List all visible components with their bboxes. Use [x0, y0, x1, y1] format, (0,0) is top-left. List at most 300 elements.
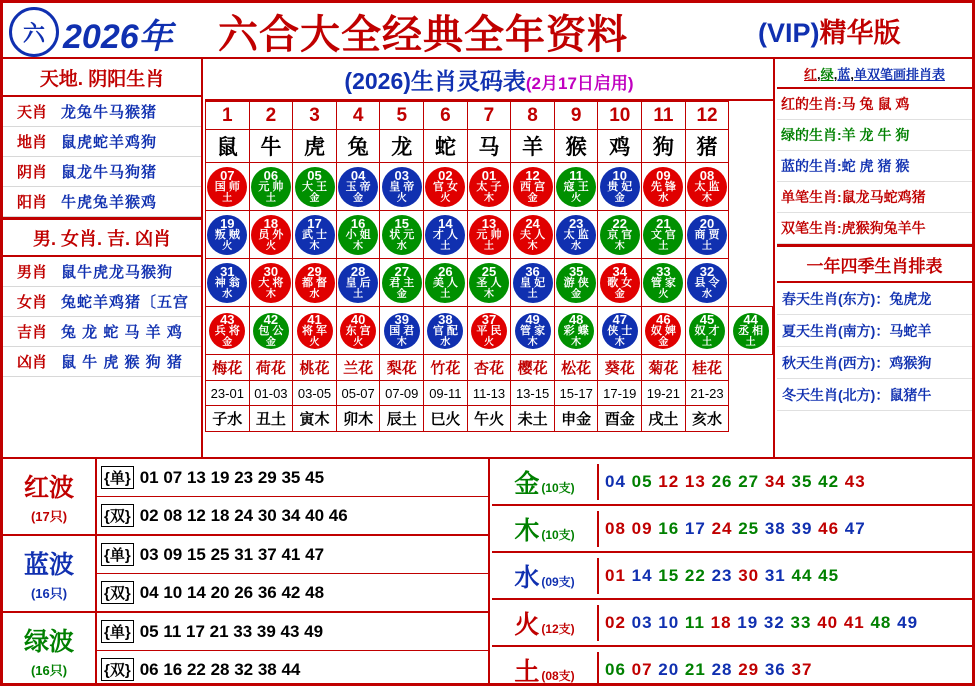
ball-title: 神 翁 — [214, 277, 240, 290]
time-cell: 19-21 — [642, 381, 686, 406]
ball-number: 22 — [612, 216, 628, 232]
column-number-cell: 10 — [598, 102, 642, 130]
ball-number: 29 — [307, 264, 322, 280]
ball-cell[interactable] — [467, 163, 511, 211]
ball-title: 武 士 — [301, 229, 328, 242]
element-number[interactable]: 29 — [738, 659, 765, 679]
row-label: 单笔生肖 — [781, 189, 837, 205]
number-ball[interactable] — [643, 167, 683, 207]
ball-cell[interactable] — [467, 211, 511, 259]
element-number[interactable]: 33 — [790, 612, 818, 632]
wave-numbers — [97, 536, 488, 611]
element-number[interactable]: 47 — [844, 518, 866, 538]
element-number[interactable]: 45 — [818, 565, 840, 585]
number-ball[interactable] — [513, 167, 553, 207]
number-ball[interactable] — [207, 263, 247, 303]
ball-number: 42 — [263, 312, 279, 328]
ball-cell[interactable] — [380, 211, 424, 259]
ball-element: 火 — [309, 336, 320, 348]
ball-element: 水 — [702, 288, 712, 300]
ball-element: 水 — [440, 336, 451, 348]
time-cell: 23-01 — [206, 381, 250, 406]
element-number[interactable]: 40 — [817, 612, 844, 632]
dizhi-cell: 巳火 — [424, 406, 468, 432]
row-value: 兔蛇羊鸡猪〔五宫 — [61, 294, 190, 311]
ball-number: 31 — [220, 264, 235, 280]
element-number[interactable]: 30 — [738, 565, 765, 585]
ball-element: 金 — [353, 192, 364, 204]
time-row — [206, 381, 773, 406]
element-number[interactable]: 13 — [684, 471, 712, 491]
element-number[interactable]: 19 — [737, 612, 764, 632]
number-ball[interactable] — [425, 215, 465, 255]
element-name: 木 — [514, 516, 540, 545]
number-ball[interactable] — [251, 167, 291, 207]
row-label: 凶肖 — [16, 354, 47, 371]
element-label — [492, 558, 599, 594]
number-ball[interactable] — [295, 215, 335, 255]
ball-title: 包 公 — [258, 325, 284, 338]
ball-cell[interactable] — [206, 211, 250, 259]
number-ball[interactable] — [687, 263, 727, 303]
right-row — [777, 213, 972, 244]
right-title-green: 绿 — [820, 67, 834, 82]
element-name: 土 — [514, 657, 540, 686]
ball-number: 15 — [394, 216, 409, 232]
number-ball[interactable] — [602, 313, 638, 349]
season-row: 春天生肖(东方)：兔虎龙 — [777, 283, 972, 315]
ball-number: 47 — [612, 312, 628, 328]
element-label — [492, 652, 599, 686]
ball-title: 叛 贼 — [214, 229, 240, 242]
left-panel — [3, 59, 203, 457]
element-number[interactable]: 32 — [763, 612, 791, 632]
right-title-red: 红 — [804, 67, 818, 82]
ball-element: 火 — [353, 336, 364, 348]
right-title: 红,绿,蓝,单双笔画排肖表 — [777, 59, 972, 89]
ball-cell[interactable] — [380, 307, 424, 355]
ball-cell[interactable] — [598, 211, 642, 259]
zodiac-cell: 蛇 — [424, 130, 468, 163]
element-number[interactable]: 48 — [870, 612, 898, 632]
ball-element: 土 — [745, 336, 756, 348]
ball-cell[interactable] — [336, 211, 380, 259]
element-number[interactable]: 08 — [605, 518, 632, 538]
number-ball[interactable] — [469, 215, 509, 255]
ball-title: 平 民 — [476, 325, 502, 338]
ball-element: 水 — [658, 192, 669, 204]
ball-number: 36 — [525, 264, 540, 280]
element-number[interactable]: 18 — [710, 612, 738, 632]
ball-cell[interactable] — [598, 307, 642, 355]
element-number[interactable]: 04 — [605, 471, 632, 491]
ball-cell[interactable] — [554, 163, 598, 211]
ball-cell[interactable] — [729, 307, 773, 355]
number-ball[interactable] — [382, 215, 422, 255]
ball-element: 木 — [571, 336, 582, 348]
number-ball[interactable] — [643, 263, 683, 303]
ball-cell[interactable] — [249, 259, 293, 307]
mid-title-text: (2026)生肖灵码表 — [344, 68, 526, 94]
ball-cell[interactable] — [685, 211, 729, 259]
element-number[interactable]: 25 — [738, 518, 765, 538]
number-ball[interactable] — [600, 167, 640, 207]
ball-title: 皇 妃 — [520, 277, 546, 290]
element-number[interactable]: 31 — [764, 565, 792, 585]
ball-cell[interactable] — [467, 307, 511, 355]
ball-title: 小 姐 — [345, 229, 371, 242]
number-ball[interactable] — [425, 167, 465, 207]
number-ball[interactable] — [471, 313, 507, 349]
number-ball[interactable] — [643, 215, 683, 255]
number-ball[interactable] — [295, 263, 335, 303]
element-number[interactable]: 49 — [897, 612, 919, 632]
ball-element: 火 — [658, 288, 669, 300]
element-number[interactable]: 06 — [605, 659, 632, 679]
number-ball[interactable] — [425, 263, 465, 303]
ball-element: 水 — [222, 288, 233, 300]
dizhi-cell: 寅木 — [293, 406, 337, 432]
number-ball[interactable] — [687, 215, 727, 255]
ball-title: 东 宫 — [345, 325, 371, 338]
ball-cell[interactable] — [336, 307, 380, 355]
number-ball[interactable] — [600, 263, 640, 303]
number-ball[interactable] — [556, 215, 596, 255]
dizhi-cell: 辰土 — [380, 406, 424, 432]
ball-title: 美 人 — [432, 277, 458, 290]
ball-cell[interactable] — [424, 163, 468, 211]
number-ball[interactable] — [515, 313, 551, 349]
row-label: 吉肖 — [16, 324, 47, 341]
ball-cell[interactable] — [424, 259, 468, 307]
ball-title: 君 主 — [389, 277, 415, 290]
element-number[interactable]: 21 — [684, 659, 712, 679]
number-ball[interactable] — [513, 215, 553, 255]
number-ball[interactable] — [733, 313, 769, 349]
element-number[interactable]: 43 — [844, 471, 866, 491]
ball-row-3 — [206, 259, 773, 307]
ball-element: 火 — [265, 240, 276, 252]
flower-cell: 梨花 — [380, 355, 424, 381]
number-list: 02 08 12 18 24 30 34 40 46 — [139, 505, 348, 525]
ball-cell[interactable] — [554, 307, 598, 355]
right-title-blue: 蓝 — [837, 67, 851, 82]
ball-cell[interactable] — [511, 163, 555, 211]
number-ball[interactable] — [384, 313, 420, 349]
ball-cell[interactable] — [249, 307, 293, 355]
ball-title: 官 女 — [432, 181, 458, 194]
number-ball[interactable] — [297, 313, 333, 349]
ball-element: 水 — [309, 288, 320, 300]
wave-row — [3, 613, 488, 686]
column-number-cell: 2 — [249, 102, 293, 130]
ball-title: 县 令 — [694, 277, 720, 290]
element-number[interactable]: 17 — [684, 518, 712, 538]
element-number[interactable]: 35 — [791, 471, 819, 491]
ball-title: 圣 人 — [476, 277, 502, 290]
ball-number: 21 — [656, 216, 671, 232]
ball-cell[interactable] — [554, 259, 598, 307]
number-ball[interactable] — [382, 167, 422, 207]
element-count: (08支) — [541, 668, 575, 683]
ball-title: 皇 后 — [345, 277, 371, 290]
ball-cell[interactable] — [293, 163, 337, 211]
ball-element: 水 — [396, 240, 407, 252]
right-row — [777, 151, 972, 182]
time-cell: 15-17 — [554, 381, 598, 406]
ball-cell[interactable] — [380, 259, 424, 307]
element-count: (10支) — [541, 527, 575, 542]
element-label — [492, 511, 599, 547]
element-number[interactable]: 02 — [605, 612, 632, 632]
element-panel — [492, 459, 972, 686]
right-panel — [777, 59, 972, 457]
ball-number: 05 — [307, 168, 322, 184]
ball-element: 金 — [614, 192, 625, 204]
time-cell: 17-19 — [598, 381, 642, 406]
number-ball[interactable] — [209, 313, 245, 349]
number-ball[interactable] — [645, 313, 681, 349]
number-ball[interactable] — [558, 313, 594, 349]
number-ball[interactable] — [382, 263, 422, 303]
left-row — [3, 127, 201, 157]
ball-element: 土 — [440, 240, 451, 252]
zodiac-cell: 龙 — [380, 130, 424, 163]
column-number-cell: 1 — [206, 102, 250, 130]
element-row — [492, 459, 972, 506]
number-ball[interactable] — [469, 263, 509, 303]
ball-cell[interactable] — [380, 163, 424, 211]
zodiac-cell: 猪 — [685, 130, 729, 163]
ball-number: 25 — [481, 264, 497, 280]
left-row — [3, 287, 201, 317]
element-number[interactable]: 39 — [791, 518, 819, 538]
ball-cell[interactable] — [598, 163, 642, 211]
ball-cell[interactable] — [642, 259, 686, 307]
ball-number: 40 — [350, 312, 366, 328]
number-ball[interactable] — [427, 313, 463, 349]
ball-cell[interactable] — [206, 307, 250, 355]
element-number[interactable]: 34 — [764, 471, 792, 491]
zodiac-table — [205, 101, 773, 432]
wave-line — [97, 536, 488, 574]
element-number[interactable]: 24 — [711, 518, 739, 538]
number-ball[interactable] — [687, 167, 727, 207]
ball-element: 土 — [527, 288, 538, 300]
dizhi-row — [206, 406, 773, 432]
number-ball[interactable] — [689, 313, 725, 349]
ball-cell[interactable] — [467, 259, 511, 307]
time-cell: 13-15 — [511, 381, 555, 406]
ball-element: 木 — [702, 192, 712, 204]
ball-cell[interactable] — [685, 163, 729, 211]
ball-number: 49 — [525, 312, 540, 328]
element-number[interactable]: 16 — [658, 518, 685, 538]
number-ball[interactable] — [207, 167, 247, 207]
number-ball[interactable] — [338, 167, 378, 207]
ball-number: 16 — [350, 216, 366, 232]
row-value: 龙兔牛马猴猪 — [61, 104, 158, 121]
ball-number: 30 — [263, 264, 279, 280]
ball-title: 管 家 — [650, 277, 676, 290]
element-number[interactable]: 09 — [631, 518, 659, 538]
row-label: 天肖 — [16, 104, 47, 121]
ball-cell[interactable] — [511, 307, 555, 355]
number-ball[interactable] — [556, 263, 596, 303]
ball-element: 木 — [265, 288, 276, 300]
element-number[interactable]: 01 — [605, 565, 632, 585]
body — [3, 59, 972, 459]
ball-cell[interactable] — [642, 307, 686, 355]
column-number-cell: 9 — [554, 102, 598, 130]
ball-cell[interactable] — [511, 259, 555, 307]
zodiac-row — [206, 130, 773, 163]
flower-row — [206, 355, 773, 381]
ball-cell[interactable] — [424, 307, 468, 355]
element-number[interactable]: 05 — [631, 471, 659, 491]
number-ball[interactable] — [469, 167, 509, 207]
ball-cell[interactable] — [424, 211, 468, 259]
element-number[interactable]: 42 — [818, 471, 845, 491]
mid-subtitle: (2月17日启用) — [525, 74, 634, 93]
number-ball[interactable] — [295, 167, 335, 207]
ball-title: 夫 人 — [520, 229, 546, 242]
row-value: 兔 龙 蛇 马 羊 鸡 — [61, 324, 183, 341]
flower-cell: 荷花 — [249, 355, 293, 381]
element-number[interactable]: 12 — [658, 471, 685, 491]
ball-number: 01 — [481, 168, 497, 184]
ball-number: 32 — [699, 264, 715, 280]
element-number[interactable]: 28 — [711, 659, 739, 679]
number-ball[interactable] — [253, 313, 289, 349]
element-number[interactable]: 44 — [791, 565, 819, 585]
ball-cell[interactable] — [642, 211, 686, 259]
ball-cell[interactable] — [293, 259, 337, 307]
ball-cell[interactable] — [336, 259, 380, 307]
ball-number: 18 — [263, 216, 279, 232]
element-number[interactable]: 03 — [631, 612, 659, 632]
right-row — [777, 89, 972, 120]
number-ball[interactable] — [338, 215, 378, 255]
element-number[interactable]: 15 — [658, 565, 685, 585]
ball-cell[interactable] — [685, 307, 729, 355]
wave-label — [3, 613, 97, 686]
ball-title: 贵 妃 — [607, 181, 633, 194]
number-ball[interactable] — [251, 263, 291, 303]
element-number[interactable]: 36 — [764, 659, 792, 679]
ball-title: 太 子 — [476, 181, 502, 194]
number-ball[interactable] — [513, 263, 553, 303]
ball-number: 06 — [263, 168, 279, 184]
ball-element: 火 — [440, 192, 451, 204]
number-list: 05 11 17 21 33 39 43 49 — [139, 621, 324, 641]
wave-label — [3, 536, 97, 611]
element-row — [492, 600, 972, 647]
element-number[interactable]: 37 — [791, 659, 813, 679]
number-ball[interactable] — [207, 215, 247, 255]
element-number[interactable]: 14 — [631, 565, 659, 585]
ball-number: 37 — [481, 312, 497, 328]
ball-title: 才 人 — [432, 229, 458, 242]
ball-element: 木 — [483, 288, 494, 300]
row-value: 鼠 牛 虎 猴 狗 猪 — [61, 354, 183, 371]
ball-row-1 — [206, 163, 773, 211]
ball-cell[interactable] — [554, 211, 598, 259]
ball-number: 14 — [438, 216, 453, 232]
element-count: (09支) — [541, 574, 575, 589]
row-label: 绿的生肖 — [781, 127, 837, 143]
element-number[interactable]: 46 — [818, 518, 845, 538]
time-cell: 21-23 — [685, 381, 729, 406]
ball-cell[interactable] — [249, 211, 293, 259]
flower-cell: 葵花 — [598, 355, 642, 381]
ball-cell[interactable] — [293, 211, 337, 259]
parity-tag: {单} — [101, 466, 134, 489]
number-ball[interactable] — [340, 313, 376, 349]
ball-cell[interactable] — [293, 307, 337, 355]
ball-element: 木 — [614, 240, 625, 252]
time-cell: 11-13 — [467, 381, 511, 406]
element-number[interactable]: 23 — [711, 565, 739, 585]
flower-cell: 竹花 — [424, 355, 468, 381]
time-cell: 05-07 — [336, 381, 380, 406]
element-number[interactable]: 10 — [658, 612, 685, 632]
ball-cell[interactable] — [685, 259, 729, 307]
ball-cell[interactable] — [206, 259, 250, 307]
element-number[interactable]: 20 — [658, 659, 685, 679]
season-row: 夏天生肖(南方)：马蛇羊 — [777, 315, 972, 347]
number-ball[interactable] — [251, 215, 291, 255]
column-number-cell: 4 — [336, 102, 380, 130]
ball-element: 金 — [527, 192, 538, 204]
bottom-section — [3, 459, 972, 684]
number-ball[interactable] — [600, 215, 640, 255]
element-number[interactable]: 26 — [711, 471, 739, 491]
column-number-cell: 3 — [293, 102, 337, 130]
element-number[interactable]: 38 — [764, 518, 792, 538]
flower-cell: 桃花 — [293, 355, 337, 381]
zodiac-cell: 兔 — [336, 130, 380, 163]
number-ball[interactable] — [338, 263, 378, 303]
ball-cell[interactable] — [336, 163, 380, 211]
element-number[interactable]: 27 — [738, 471, 765, 491]
ball-number: 43 — [220, 312, 235, 328]
ball-cell[interactable] — [642, 163, 686, 211]
ball-title: 大 将 — [258, 277, 284, 290]
number-ball[interactable] — [556, 167, 596, 207]
element-number[interactable]: 07 — [631, 659, 659, 679]
time-cell: 01-03 — [249, 381, 293, 406]
wave-name: 绿波 — [23, 628, 74, 656]
ball-element: 土 — [353, 288, 364, 300]
element-number[interactable]: 22 — [684, 565, 712, 585]
ball-title: 歌 女 — [607, 277, 633, 290]
element-number[interactable]: 11 — [684, 612, 711, 632]
ball-cell[interactable] — [249, 163, 293, 211]
ball-element: 水 — [571, 240, 582, 252]
ball-number: 17 — [307, 216, 322, 232]
flower-cell: 梅花 — [206, 355, 250, 381]
ball-title: 都 督 — [301, 277, 328, 290]
ball-cell[interactable] — [511, 211, 555, 259]
ball-number: 03 — [394, 168, 409, 184]
ball-cell[interactable] — [598, 259, 642, 307]
ball-cell[interactable] — [206, 163, 250, 211]
ball-title: 元 帅 — [476, 229, 502, 242]
element-number[interactable]: 41 — [843, 612, 871, 632]
row-label: 阴肖 — [16, 164, 47, 181]
wave-numbers — [97, 459, 488, 534]
